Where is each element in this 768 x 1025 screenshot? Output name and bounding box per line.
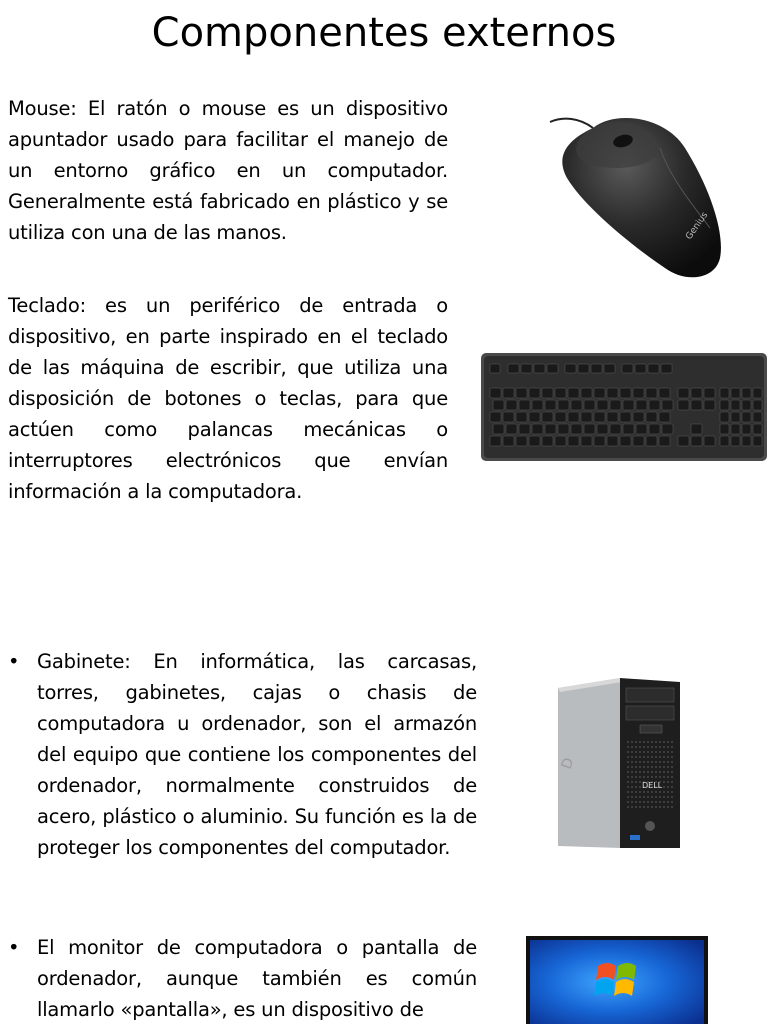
grille-hole xyxy=(647,761,649,763)
keyboard-key xyxy=(620,388,631,398)
grille-hole xyxy=(643,751,645,753)
keyboard-key xyxy=(604,364,615,373)
grille-hole xyxy=(631,806,633,808)
keyboard-key xyxy=(753,424,762,434)
grille-hole xyxy=(643,801,645,803)
grille-hole xyxy=(667,771,669,773)
grille-hole xyxy=(655,741,657,743)
mouse-description: Mouse: El ratón o mouse es un dispositivo apuntador usado para facilitar el manejo de un entorno gráfico en un computador. Generalmente está fabricado en plástico y se utiliza con una de las manos. xyxy=(8,97,448,244)
grille-hole xyxy=(651,791,653,793)
grille-hole xyxy=(631,796,633,798)
keyboard-key xyxy=(581,436,592,446)
grille-hole xyxy=(635,786,637,788)
grille-hole xyxy=(627,806,629,808)
keyboard-key xyxy=(720,400,729,410)
grille-hole xyxy=(651,741,653,743)
keyboard-key xyxy=(623,424,634,434)
grille-hole xyxy=(671,796,673,798)
keyboard-key xyxy=(635,364,646,373)
keyboard-key xyxy=(532,400,543,410)
keyboard-key xyxy=(516,436,527,446)
keyboard-key xyxy=(584,424,595,434)
grille-hole xyxy=(667,806,669,808)
grille-hole xyxy=(663,751,665,753)
keyboard-key xyxy=(597,424,608,434)
keyboard-key xyxy=(547,364,558,373)
grille-hole xyxy=(647,796,649,798)
keyboard-key xyxy=(594,388,605,398)
grille-hole xyxy=(635,771,637,773)
keyboard-key xyxy=(545,424,556,434)
keyboard-key xyxy=(597,400,608,410)
grille-hole xyxy=(631,781,633,783)
grille-hole xyxy=(659,761,661,763)
grille-hole xyxy=(635,741,637,743)
grille-hole xyxy=(659,806,661,808)
keyboard-key xyxy=(742,400,751,410)
grille-hole xyxy=(639,806,641,808)
grille-hole xyxy=(651,806,653,808)
grille-hole xyxy=(671,746,673,748)
keyboard-key xyxy=(490,412,501,422)
grille-hole xyxy=(639,761,641,763)
grille-hole xyxy=(667,791,669,793)
keyboard-key xyxy=(704,400,715,410)
grille-hole xyxy=(631,776,633,778)
keyboard-key xyxy=(633,388,644,398)
grille-hole xyxy=(659,766,661,768)
grille-hole xyxy=(635,801,637,803)
grille-hole xyxy=(671,761,673,763)
grille-hole xyxy=(651,746,653,748)
grille-hole xyxy=(651,776,653,778)
keyboard-key xyxy=(649,400,660,410)
grille-hole xyxy=(631,791,633,793)
grille-hole xyxy=(659,791,661,793)
grille-hole xyxy=(663,746,665,748)
keyboard-key xyxy=(493,424,504,434)
case-brand-text: DELL xyxy=(642,781,663,790)
grille-hole xyxy=(635,806,637,808)
grille-hole xyxy=(627,786,629,788)
keyboard-key xyxy=(731,388,740,398)
keyboard-key xyxy=(555,412,566,422)
keyboard-key xyxy=(691,400,702,410)
grille-hole xyxy=(647,756,649,758)
grille-hole xyxy=(643,776,645,778)
grille-hole xyxy=(651,766,653,768)
keyboard-key xyxy=(568,388,579,398)
keyboard-key xyxy=(529,436,540,446)
grille-hole xyxy=(655,801,657,803)
grille-hole xyxy=(635,761,637,763)
grille-hole xyxy=(639,791,641,793)
keyboard-key xyxy=(607,388,618,398)
grille-hole xyxy=(627,796,629,798)
bullet-marker: • xyxy=(8,936,20,959)
keyboard-key xyxy=(571,424,582,434)
grille-hole xyxy=(667,766,669,768)
grille-hole xyxy=(647,801,649,803)
grille-hole xyxy=(643,796,645,798)
keyboard-key xyxy=(490,364,500,373)
keyboard-key xyxy=(731,436,740,446)
grille-hole xyxy=(639,796,641,798)
grille-hole xyxy=(663,801,665,803)
keyboard-key xyxy=(704,388,715,398)
grille-hole xyxy=(631,801,633,803)
gabinete-description: Gabinete: En informática, las carcasas, torres, gabinetes, cajas o chasis de computadora u ordenador, son el armazón del equipo que contiene los componentes del ordenador, normalmente construidos de acero, plástico o aluminio. Su función es la de proteger los componentes del computador. xyxy=(37,650,477,859)
grille-hole xyxy=(635,796,637,798)
grille-hole xyxy=(671,751,673,753)
grille-hole xyxy=(667,756,669,758)
keyboard-key xyxy=(542,388,553,398)
grille-hole xyxy=(651,756,653,758)
grille-hole xyxy=(635,791,637,793)
keyboard-key xyxy=(620,412,631,422)
keyboard-key xyxy=(633,436,644,446)
grille-hole xyxy=(667,796,669,798)
grille-hole xyxy=(651,771,653,773)
keyboard-key xyxy=(753,388,762,398)
grille-hole xyxy=(631,766,633,768)
keyboard-key xyxy=(742,412,751,422)
keyboard-key xyxy=(607,436,618,446)
keyboard-key xyxy=(607,412,618,422)
grille-hole xyxy=(631,746,633,748)
grille-hole xyxy=(647,771,649,773)
grille-hole xyxy=(667,781,669,783)
keyboard-key xyxy=(529,388,540,398)
grille-hole xyxy=(667,761,669,763)
keyboard-key xyxy=(720,388,729,398)
grille-hole xyxy=(659,746,661,748)
keyboard-key xyxy=(594,412,605,422)
grille-hole xyxy=(663,781,665,783)
keyboard-key xyxy=(568,436,579,446)
keyboard-key xyxy=(581,388,592,398)
grille-hole xyxy=(627,751,629,753)
keyboard-key xyxy=(659,436,670,446)
grille-hole xyxy=(663,796,665,798)
grille-hole xyxy=(667,746,669,748)
keyboard-key xyxy=(568,412,579,422)
grille-hole xyxy=(659,796,661,798)
grille-hole xyxy=(627,756,629,758)
keyboard-key xyxy=(649,424,660,434)
grille-hole xyxy=(663,776,665,778)
keyboard-key xyxy=(691,424,702,434)
keyboard-key xyxy=(493,400,504,410)
grille-hole xyxy=(627,771,629,773)
keyboard-key xyxy=(519,400,530,410)
keyboard-key xyxy=(633,412,644,422)
keyboard-key xyxy=(516,412,527,422)
grille-hole xyxy=(635,756,637,758)
grille-hole xyxy=(627,781,629,783)
keyboard-key xyxy=(620,436,631,446)
grille-hole xyxy=(667,776,669,778)
keyboard-key xyxy=(558,400,569,410)
grille-hole xyxy=(627,746,629,748)
grille-hole xyxy=(655,796,657,798)
grille-hole xyxy=(647,751,649,753)
grille-hole xyxy=(659,756,661,758)
keyboard-key xyxy=(529,412,540,422)
keyboard-key xyxy=(720,424,729,434)
keyboard-key xyxy=(610,400,621,410)
keyboard-key xyxy=(636,424,647,434)
grille-hole xyxy=(651,751,653,753)
monitor-image xyxy=(520,932,715,1024)
grille-hole xyxy=(647,746,649,748)
keyboard-key xyxy=(545,400,556,410)
keyboard-key xyxy=(503,412,514,422)
monitor-description: El monitor de computadora o pantalla de ordenador, aunque también es común llamarlo «pantalla», es un dispositivo de xyxy=(37,936,477,1021)
grille-hole xyxy=(659,771,661,773)
keyboard-key xyxy=(731,400,740,410)
keyboard-key xyxy=(659,412,670,422)
grille-hole xyxy=(639,781,641,783)
grille-hole xyxy=(643,806,645,808)
grille-hole xyxy=(647,791,649,793)
grille-hole xyxy=(639,801,641,803)
grille-hole xyxy=(671,756,673,758)
grille-hole xyxy=(655,751,657,753)
keyboard-key xyxy=(691,436,702,446)
keyboard-key xyxy=(646,388,657,398)
grille-hole xyxy=(655,776,657,778)
grille-hole xyxy=(639,756,641,758)
keyboard-key xyxy=(622,364,633,373)
grille-hole xyxy=(627,761,629,763)
keyboard-key xyxy=(720,436,729,446)
keyboard-key xyxy=(519,424,530,434)
grille-hole xyxy=(647,741,649,743)
grille-hole xyxy=(651,796,653,798)
keyboard-key xyxy=(506,424,517,434)
grille-hole xyxy=(667,786,669,788)
grille-hole xyxy=(639,746,641,748)
grille-hole xyxy=(655,806,657,808)
keyboard-key xyxy=(662,400,673,410)
grille-hole xyxy=(663,756,665,758)
grille-hole xyxy=(667,801,669,803)
keyboard-key xyxy=(646,412,657,422)
grille-hole xyxy=(655,761,657,763)
grille-hole xyxy=(631,756,633,758)
keyboard-key xyxy=(555,388,566,398)
keyboard-key xyxy=(506,400,517,410)
grille-hole xyxy=(627,791,629,793)
keyboard-key xyxy=(753,412,762,422)
keyboard-key xyxy=(648,364,659,373)
keyboard-key xyxy=(720,412,729,422)
grille-hole xyxy=(655,766,657,768)
grille-hole xyxy=(651,801,653,803)
grille-hole xyxy=(639,786,641,788)
keyboard-key xyxy=(490,436,501,446)
grille-hole xyxy=(639,751,641,753)
grille-hole xyxy=(671,771,673,773)
grille-hole xyxy=(671,791,673,793)
keyboard-key xyxy=(555,436,566,446)
grille-hole xyxy=(643,766,645,768)
grille-hole xyxy=(671,741,673,743)
grille-hole xyxy=(643,756,645,758)
keyboard-key xyxy=(542,412,553,422)
mouse-brand-text: Genius xyxy=(684,210,711,242)
keyboard-image xyxy=(480,352,768,462)
keyboard-key xyxy=(490,388,501,398)
keyboard-key xyxy=(731,424,740,434)
grille-hole xyxy=(655,771,657,773)
keyboard-key xyxy=(646,436,657,446)
grille-hole xyxy=(671,776,673,778)
grille-hole xyxy=(631,771,633,773)
grille-hole xyxy=(635,781,637,783)
grille-hole xyxy=(631,761,633,763)
keyboard-key xyxy=(516,388,527,398)
keyboard-key xyxy=(534,364,545,373)
grille-hole xyxy=(639,776,641,778)
keyboard-key xyxy=(636,400,647,410)
grille-hole xyxy=(663,741,665,743)
grille-hole xyxy=(635,746,637,748)
grille-hole xyxy=(635,751,637,753)
keyboard-key xyxy=(532,424,543,434)
slide-title: Componentes externos xyxy=(151,10,617,56)
keyboard-key xyxy=(678,400,689,410)
grille-hole xyxy=(655,756,657,758)
keyboard-key xyxy=(704,436,715,446)
grille-hole xyxy=(639,766,641,768)
grille-hole xyxy=(659,751,661,753)
grille-hole xyxy=(635,766,637,768)
grille-hole xyxy=(627,801,629,803)
grille-hole xyxy=(631,786,633,788)
grille-hole xyxy=(627,776,629,778)
bullet-marker: • xyxy=(8,650,20,673)
keyboard-key xyxy=(742,424,751,434)
keyboard-key xyxy=(731,412,740,422)
grille-hole xyxy=(627,741,629,743)
grille-hole xyxy=(639,771,641,773)
grille-hole xyxy=(627,766,629,768)
keyboard-key xyxy=(503,388,514,398)
grille-hole xyxy=(643,791,645,793)
keyboard-key xyxy=(678,436,689,446)
keyboard-description: Teclado: es un periférico de entrada o dispositivo, en parte inspirado en el teclado de las máquina de escribir, que utiliza una disposición de botones o teclas, para que actúen como palancas mecánicas o interruptores electrónicos que envían información a la computadora. xyxy=(8,294,448,503)
keyboard-key xyxy=(558,424,569,434)
keyboard-key xyxy=(571,400,582,410)
grille-hole xyxy=(659,801,661,803)
grille-hole xyxy=(651,761,653,763)
grille-hole xyxy=(663,791,665,793)
svg-text:D: D xyxy=(558,755,578,772)
keyboard-key xyxy=(661,364,672,373)
grille-hole xyxy=(659,776,661,778)
grille-hole xyxy=(659,741,661,743)
keyboard-key xyxy=(678,388,689,398)
keyboard-key xyxy=(578,364,589,373)
grille-hole xyxy=(635,776,637,778)
keyboard-key xyxy=(691,388,702,398)
keyboard-key xyxy=(623,400,634,410)
grille-hole xyxy=(663,771,665,773)
grille-hole xyxy=(643,761,645,763)
grille-hole xyxy=(647,806,649,808)
grille-hole xyxy=(671,801,673,803)
keyboard-key xyxy=(742,388,751,398)
grille-hole xyxy=(647,776,649,778)
keyboard-key xyxy=(753,400,762,410)
grille-hole xyxy=(663,766,665,768)
grille-hole xyxy=(647,766,649,768)
grille-hole xyxy=(631,741,633,743)
keyboard-key xyxy=(542,436,553,446)
keyboard-key xyxy=(594,436,605,446)
grille-hole xyxy=(639,741,641,743)
grille-hole xyxy=(671,781,673,783)
grille-hole xyxy=(663,806,665,808)
grille-hole xyxy=(663,761,665,763)
grille-hole xyxy=(643,741,645,743)
keyboard-key xyxy=(584,400,595,410)
keyboard-key xyxy=(521,364,532,373)
keyboard-key xyxy=(659,388,670,398)
grille-hole xyxy=(667,751,669,753)
grille-hole xyxy=(671,786,673,788)
keyboard-key xyxy=(742,436,751,446)
keyboard-key xyxy=(565,364,576,373)
keyboard-key xyxy=(753,436,762,446)
keyboard-key xyxy=(662,424,673,434)
grille-hole xyxy=(631,751,633,753)
grille-hole xyxy=(643,771,645,773)
keyboard-key xyxy=(591,364,602,373)
mouse-image xyxy=(545,108,730,283)
keyboard-key xyxy=(503,436,514,446)
grille-hole xyxy=(667,741,669,743)
keyboard-key xyxy=(610,424,621,434)
grille-hole xyxy=(671,806,673,808)
grille-hole xyxy=(655,746,657,748)
grille-hole xyxy=(655,791,657,793)
computer-case-image xyxy=(530,630,710,900)
keyboard-key xyxy=(581,412,592,422)
grille-hole xyxy=(663,786,665,788)
grille-hole xyxy=(671,766,673,768)
keyboard-key xyxy=(508,364,519,373)
grille-hole xyxy=(643,746,645,748)
